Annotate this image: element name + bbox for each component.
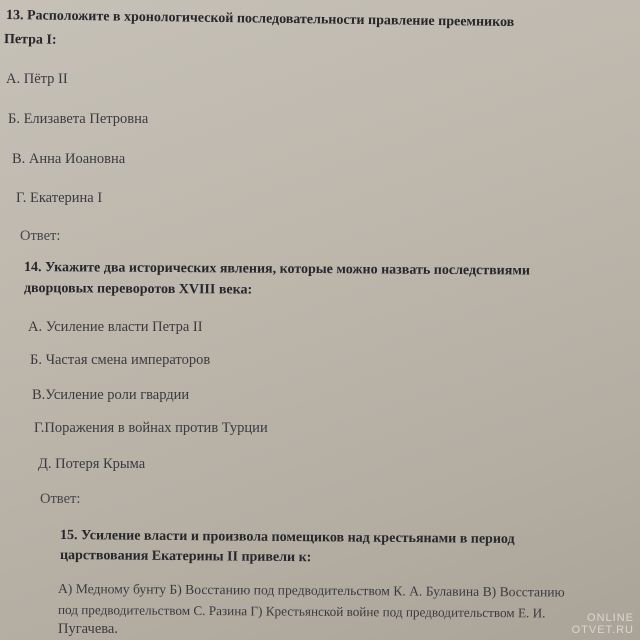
question-14-option-b: Б. Частая смена императоров: [30, 352, 211, 368]
question-15-answer-text: А) Медному бунту Б) Восстанию под предводительством К. А. Булавина В) Восстанию: [57, 581, 565, 600]
question-15-answer-text-cont: под предводительством С. Разина Г) Крестьянской войне под предводительством Е. И.: [57, 602, 546, 621]
question-13-option-c: В. Анна Иоановна: [12, 151, 126, 167]
question-15-answer-text-end: Пугачева.: [58, 621, 118, 637]
question-13-answer-label: Ответ:: [20, 228, 61, 244]
question-14-option-d: Г.Поражения в войнах против Турции: [34, 420, 268, 436]
question-13-option-d: Г. Екатерина I: [16, 190, 103, 206]
question-15-title-cont: царствования Екатерины II привели к:: [59, 548, 312, 566]
site-watermark: [572, 612, 634, 636]
watermark-line-2: OTVET.RU: [571, 623, 634, 636]
question-14-option-a: А. Усиление власти Петра II: [28, 319, 203, 335]
question-14-title: 14. Укажите два исторических явления, которые можно назвать последствиями: [23, 260, 531, 279]
question-14-option-c: В.Усиление роли гвардии: [32, 387, 190, 403]
question-14-answer-label: Ответ:: [40, 491, 81, 507]
question-13-option-a: А. Пётр II: [6, 71, 68, 87]
question-14-title-cont: дворцовых переворотов XVIII века:: [23, 281, 253, 298]
question-14-option-e: Д. Потеря Крыма: [38, 456, 146, 472]
question-13-option-b: Б. Елизавета Петровна: [8, 111, 149, 127]
question-13-title: 13. Расположите в хронологической последовательности правление преемников: [5, 8, 515, 31]
watermark-line-1: ONLINE: [587, 611, 634, 624]
question-13-title-cont: Петра I:: [3, 32, 57, 48]
question-15-title: 15. Усиление власти и произвола помещиков над крестьянами в период: [59, 528, 515, 547]
